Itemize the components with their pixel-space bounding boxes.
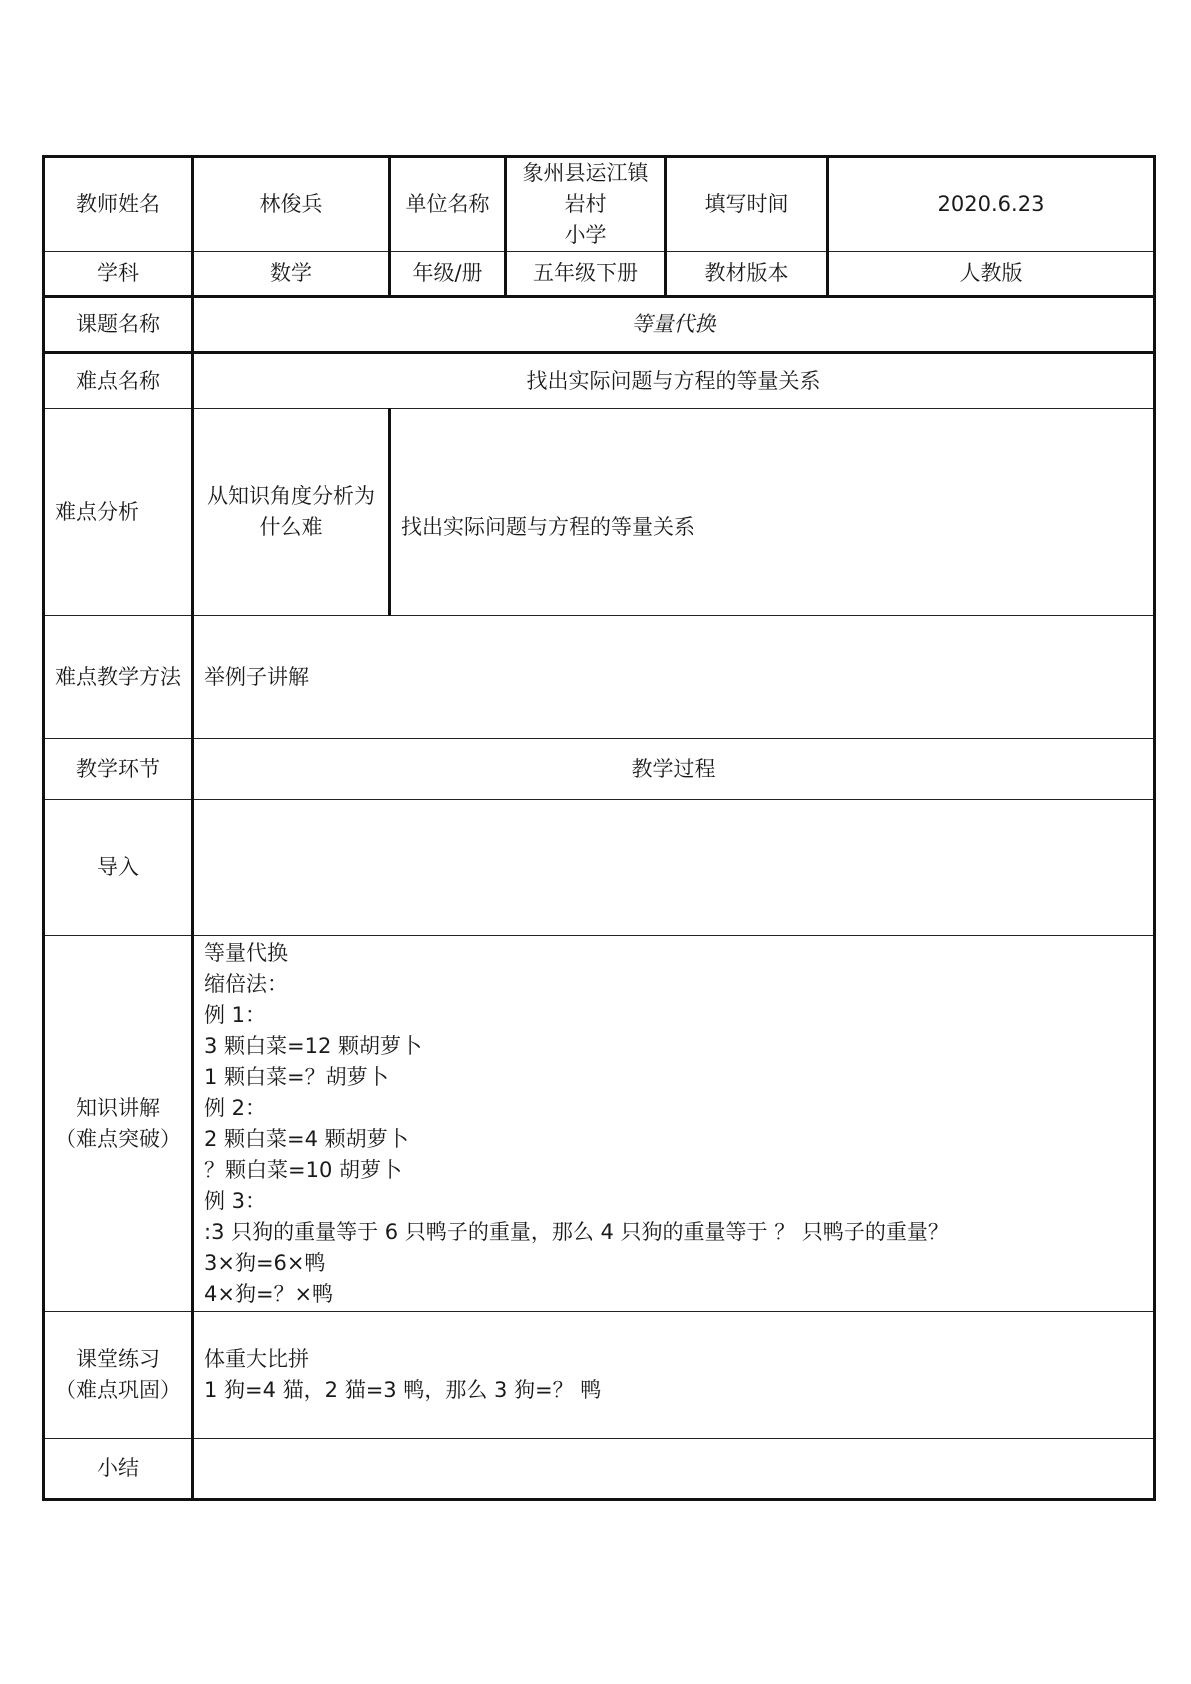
analysis-value: 找出实际问题与方程的等量关系 <box>390 409 1155 616</box>
knowledge-label <box>44 936 193 1312</box>
practice-line: 1 狗=4 猫，2 猫=3 鸭，那么 3 狗=？ 鸭 <box>204 1378 602 1402</box>
process-value: 教学过程 <box>193 739 1155 800</box>
summary-value <box>193 1439 1155 1500</box>
knowledge-line: 4×狗=？×鸭 <box>204 1282 334 1306</box>
knowledge-line: 等量代换 <box>204 941 288 965</box>
lesson-plan-sheet <box>42 155 1153 1501</box>
unit-label: 单位名称 <box>390 157 506 252</box>
intro-value <box>193 800 1155 936</box>
row-intro <box>44 800 1155 936</box>
practice-content <box>193 1312 1155 1439</box>
knowledge-line: 2 颗白菜=4 颗胡萝卜 <box>204 1127 409 1151</box>
row-topic <box>44 297 1155 353</box>
practice-label-line2: （难点巩固） <box>55 1378 181 1402</box>
date-value: 2020.6.23 <box>828 157 1155 252</box>
summary-label: 小结 <box>44 1439 193 1500</box>
practice-label <box>44 1312 193 1439</box>
row-subject-info <box>44 252 1155 297</box>
practice-line: 体重大比拼 <box>204 1347 309 1371</box>
difficulty-label: 难点名称 <box>44 353 193 409</box>
teacher-label: 教师姓名 <box>44 157 193 252</box>
method-value: 举例子讲解 <box>193 616 1155 739</box>
row-method <box>44 616 1155 739</box>
unit-value-line1: 象州县运江镇岩村 <box>522 161 649 216</box>
practice-label-line1: 课堂练习 <box>76 1347 160 1371</box>
grade-label: 年级/册 <box>390 252 506 297</box>
grade-value: 五年级下册 <box>506 252 666 297</box>
subject-value: 数学 <box>193 252 390 297</box>
knowledge-line: 1 颗白菜=？胡萝卜 <box>204 1065 389 1089</box>
topic-label: 课题名称 <box>44 297 193 353</box>
analysis-sublabel-line1: 从知识角度分析为 <box>207 484 375 508</box>
row-process-header <box>44 739 1155 800</box>
knowledge-line: ？颗白菜=10 胡萝卜 <box>204 1158 402 1182</box>
knowledge-line: 3×狗=6×鸭 <box>204 1251 326 1275</box>
knowledge-line: 例 2： <box>204 1096 267 1120</box>
method-label: 难点教学方法 <box>44 616 193 739</box>
knowledge-line: 缩倍法： <box>204 972 288 996</box>
knowledge-label-line1: 知识讲解 <box>76 1095 160 1120</box>
row-practice <box>44 1312 1155 1439</box>
knowledge-label-line2: （难点突破） <box>55 1126 181 1151</box>
row-summary <box>44 1439 1155 1500</box>
lesson-plan-table <box>42 155 1156 1501</box>
analysis-label: 难点分析 <box>44 409 193 616</box>
row-difficulty <box>44 353 1155 409</box>
knowledge-line: 例 1： <box>204 1003 267 1027</box>
row-analysis <box>44 409 1155 616</box>
knowledge-content <box>193 936 1155 1312</box>
knowledge-line: 3 颗白菜=12 颗胡萝卜 <box>204 1034 423 1058</box>
difficulty-value: 找出实际问题与方程的等量关系 <box>193 353 1155 409</box>
analysis-sublabel-line2: 什么难 <box>259 515 323 539</box>
row-knowledge <box>44 936 1155 1312</box>
unit-value-line2: 小学 <box>564 223 607 247</box>
intro-label: 导入 <box>44 800 193 936</box>
knowledge-line: :3 只狗的重量等于 6 只鸭子的重量，那么 4 只狗的重量等于 ？ 只鸭子的重量？ <box>204 1220 949 1244</box>
date-label: 填写时间 <box>666 157 828 252</box>
teacher-value: 林俊兵 <box>193 157 390 252</box>
analysis-sublabel <box>193 409 390 616</box>
unit-value <box>506 157 666 252</box>
row-teacher-info <box>44 157 1155 252</box>
topic-value: 等量代换 <box>193 297 1155 353</box>
edition-value: 人教版 <box>828 252 1155 297</box>
subject-label: 学科 <box>44 252 193 297</box>
edition-label: 教材版本 <box>666 252 828 297</box>
process-label: 教学环节 <box>44 739 193 800</box>
knowledge-line: 例 3： <box>204 1189 267 1213</box>
